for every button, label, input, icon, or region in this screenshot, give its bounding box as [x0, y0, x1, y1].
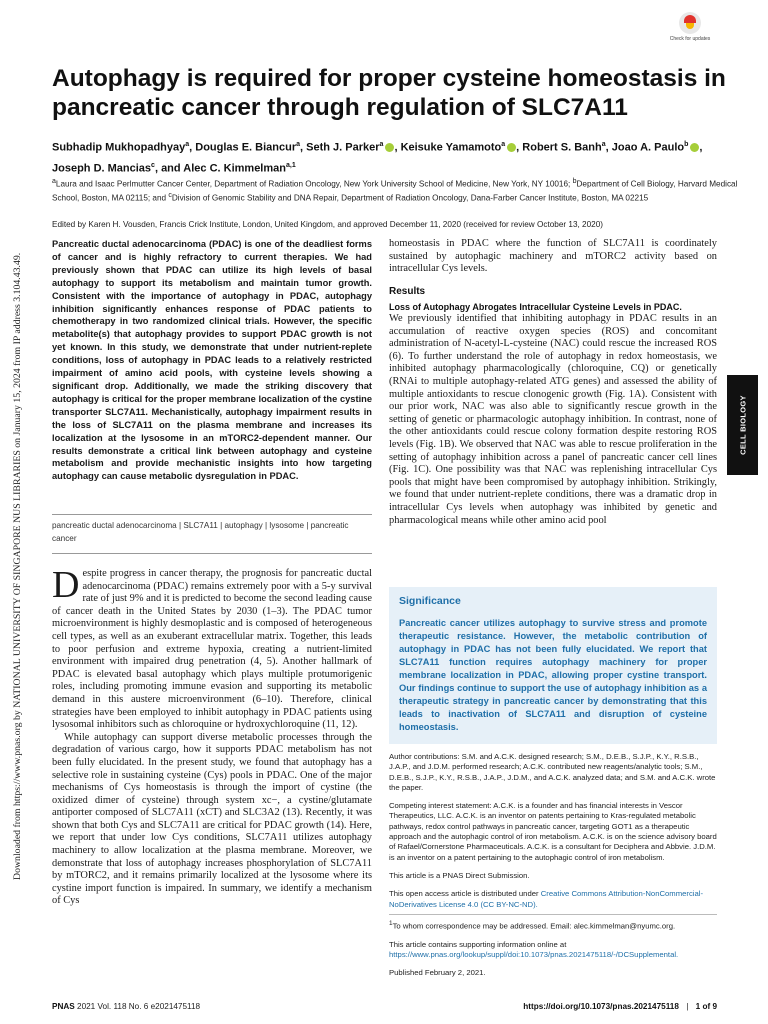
footer-citation — [52, 1002, 200, 1011]
supporting-link[interactable]: https://www.pnas.org/lookup/suppl/doi:10.1073/pnas.2021475118/-/DCSupplemental. — [389, 950, 679, 960]
correspondence-note — [389, 919, 717, 932]
abstract: Pancreatic ductal adenocarcinoma (PDAC) is one of the deadliest forms of cancer and is highly refractory to current therapies. We had previously shown that PDAC can utilize its high levels of basal autophagy to support its metabolism and maintain tumor growth. Consistent with the importance of autophagy in PDAC, autophagy inhibition significantly enhances response of PDAC patients to chemotherapy in two randomized clinical trials. However, the specific metabolite(s) that autophagy provides to support PDAC growth is not yet known. In this study, we demonstrate that under nutrient-replete conditions, loss of autophagy in PDAC leads to a relatively restricted impairment of amino acid pools, with cysteine levels showing a significant drop. Additionally, we made the striking discovery that autophagy is critical for the proper membrane localization of the cystine transporter SLC7A11. Mechanistically, autophagy impairment results in the loss of SLC7A11 on the plasma membrane and increases its localization at the lysosome in an mTORC2-dependent manner. Our results demonstrate a critical link between autophagy and cysteine metabolism and provide mechanistic insights into how targeting autophagy can cause metabolic dysregulation in PDAC. — [52, 239, 372, 482]
notes-divider — [389, 914, 717, 915]
intro-continued: homeostasis in PDAC where the function of SLC7A11 is coordinately sustained by autophagic machinery and mTORC2 activity based on intracellular Cys levels. — [389, 238, 717, 275]
intro-paragraph-2: While autophagy can support diverse metabolic processes through the degradation of various cargo, how it supports PDAC metabolism has not been fully elucidated. In the present study, we found that autophagy has a selective role in sustaining cysteine (Cys) pools in PDAC. One of the major mechanisms of Cys homeostasis is through the import of cystine (the oxidized dimer of cysteine) through system xc−, a cystine/glutamate antiporter composed of SLC7A11 (xCT) and SLC3A2 (13). Recently, it was shown that both Cys and SLC7A11 are critical for PDAC growth (14). Here, we report that under low Cys conditions, SLC7A11 utilizes autophagy machinery to allow localization at the plasma membrane. Moreover, we demonstrate that loss of autophagy increases phosphorylation of SLC7A11 by mTORC2, and it remains primarily localized at the lysosome where its cystine import function is impaired. In summary, we identify a mechanism of Cys — [52, 731, 372, 907]
doi-link[interactable]: https://doi.org/10.1073/pnas.2021475118 — [523, 1002, 679, 1011]
updates-icon — [679, 12, 701, 34]
affiliation-text: Department of Cell Biology, Harvard Medical School, Boston, MA 02115; and — [52, 179, 738, 203]
author-separator: , — [189, 141, 196, 154]
supporting-prefix: This article contains supporting information online at — [389, 939, 567, 949]
author-separator: , — [394, 141, 401, 154]
affiliation-sup: b — [572, 178, 577, 185]
citation-text: 2021 Vol. 118 No. 6 e2021475118 — [74, 1002, 201, 1011]
open-access-prefix: This open access article is distributed under — [389, 889, 541, 899]
left-column — [52, 238, 372, 907]
author-affiliation-sup: a — [185, 141, 190, 148]
published-date: Published February 2, 2021. — [389, 968, 486, 978]
author-name: Subhadip Mukhopadhyay — [52, 141, 186, 154]
license-link[interactable]: Creative Commons Attribution-NonCommercial-NoDerivatives License 4.0 (CC BY-NC-ND). — [389, 889, 704, 909]
orcid-icon[interactable] — [507, 143, 516, 152]
author-separator: , — [300, 141, 307, 154]
supporting-info-note — [389, 940, 717, 961]
results-body: We previously identified that inhibiting autophagy in PDAC results in an accumulation of reactive oxygen species (ROS) and concomitant administration of N-acetyl-L-cysteine (NAC) could rescue the increased ROS (6). To further understand the role of autophagy in redox homeostasis, we inhibited autophagy pharmacologically (chloroquine, CQ) or genetically (RNAi to multiple autophagy-related ATG genes) and assessed the ability of multiple antioxidants to rescue clonogenic growth (Fig. 1A). Consistent with our prior work, NAC was also able to significantly rescue growth in the setting of genetic or pharmacologic autophagy inhibition. In contrast, none of the other antioxidants could rescue colony formation despite restoring ROS levels (Fig. 1B). We observed that NAC was able to rescue proliferation in the setting of autophagy inhibition across a panel of pancreatic cancer cell lines (Fig. 1C). One possibility was that NAC was replenishing intracellular Cys pools that might have been compromised by autophagy inhibition. Strikingly, we found that under nutrient-replete conditions, there was a dramatic drop in intracellular Cys levels when autophagy was inhibited by genetic and pharmacological means while other amino acid pool — [389, 313, 717, 526]
competing-interests: Competing interest statement: A.C.K. is a founder and has financial interests in Vescor Therapeutics, LLC. A.C.K. is an inventor on patents pertaining to Kras-regulated metabolic pathways, redox control pathways in pancreatic cancer, targeting GOT1 as a therapeutic approach and the autophagic control of iron metabolism. A.C.K. is on the science advisory board of Rafael/Cornerstone Pharmaceuticals. A.C.K. is a consultant for Deciphera and Abbvie. J.D.M. is an inventor on a patent pertaining to the autophagic control of iron metabolism. — [389, 801, 717, 862]
author-affiliation-sup: a — [601, 141, 606, 148]
significance-body: Pancreatic cancer utilizes autophagy to survive stress and promote therapeutic resistance. However, the metabolic contribution of autophagy in PDAC has not been fully elucidated. We report that SLC7A11 function requires autophagy machinery for proper membrane localization in PDAC, allowing proper cystine transport. Our findings continue to support the use of autophagy inhibition as a therapeutic strategy in pancreatic cancer by demonstrating that this leads to inactivation of SLC7A11 and disruption of cysteine homeostasis. — [399, 618, 707, 732]
section-tab — [727, 375, 758, 475]
check-for-updates-badge[interactable] — [668, 12, 712, 42]
article-title: Autophagy is required for proper cysteine homeostasis in pancreatic cancer through regulation of SLC7A11 — [52, 65, 726, 121]
badge-label: Check for updates — [669, 36, 711, 42]
author-affiliation-sup: a — [501, 141, 506, 148]
edited-by: Edited by Karen H. Vousden, Francis Crick Institute, London, United Kingdom, and approved December 11, 2020 (received for review October 13, 2020) — [52, 220, 603, 229]
author-affiliation-sup: a,1 — [285, 161, 296, 169]
author-name: Joseph D. Mancias — [52, 162, 152, 175]
open-access-note — [389, 889, 717, 910]
footer-right: https://doi.org/10.1073/pnas.2021475118 | 1 of 9 — [523, 1002, 717, 1011]
introduction — [52, 564, 372, 907]
direct-submission: This article is a PNAS Direct Submission. — [389, 870, 530, 880]
author-name: Seth J. Parker — [306, 141, 380, 154]
affiliation-sup: a — [52, 178, 56, 185]
download-text: Downloaded from https://www.pnas.org by NATIONAL UNIVERSITY OF SINGAPORE NUS LIBRARIES on January 15, 2024 from IP address 3.104.43.49. — [12, 252, 23, 880]
page-number: 1 of 9 — [695, 1002, 717, 1011]
drop-cap: D — [52, 564, 80, 606]
journal-name: PNAS — [52, 1002, 75, 1011]
author-list — [52, 136, 742, 177]
author-name: Joao A. Paulo — [611, 141, 685, 154]
author-affiliation-sup: c — [151, 161, 155, 169]
author-separator: , — [516, 141, 523, 154]
section-tab-label: CELL BIOLOGY — [738, 395, 747, 455]
significance-box — [389, 587, 717, 744]
significance-heading: Significance — [399, 595, 461, 607]
author-separator: , — [699, 141, 703, 154]
author-name: Alec C. Kimmelman — [183, 162, 286, 175]
affiliation-text: Division of Genomic Stability and DNA Repair, Department of Radiation Oncology, Dana-Farber Cancer Institute, Boston, MA 02215 — [171, 193, 649, 203]
correspondence-sup: 1 — [389, 919, 393, 927]
author-name: Robert S. Banh — [522, 141, 602, 154]
author-name: Douglas E. Biancur — [195, 141, 297, 154]
keywords: pancreatic ductal adenocarcinoma | SLC7A11 | autophagy | lysosome | pancreatic cancer — [52, 521, 349, 543]
author-contributions: Author contributions: S.M. and A.C.K. designed research; S.M., D.E.B., S.J.P., K.Y., R.S.B., J.A.P., and J.D.M. performed research; A.C.K. contributed new reagents/analytic tools; S.M., D.E.B., S.J.P., K.Y., R.S.B., J.A.P., J.D.M., and A.C.K. analyzed data; and S.M. and A.C.K. wrote the paper. — [389, 752, 716, 792]
intro-paragraph-1: espite progress in cancer therapy, the prognosis for pancreatic ductal adenocarcinoma (PDAC) remains extremely poor with a 5-y survival rate of just 9% and it is predicted to become the second leading cause of cancer death in the United States by 2030 (1–3). The PDAC tumor microenvironment is highly desmoplastic and is composed of heterogeneous cell types, as well as an exuberant extracellular matrix. Together, this leads to poor perfusion and extreme hypoxia, creating a nutrient-limited environment with impaired drug penetration (4, 5). Another hallmark of PDAC is elevated basal autophagy which plays multiple protumorigenic roles, including promoting immune evasion and supporting its metabolic demand in this austere microenvironment (6–10). Therefore, clinical strategies have been employed to inhibit autophagy in PDAC patients using lysosomal inhibitors such as chloroquine or hydroxychloroquine (11, 12). — [52, 568, 372, 731]
affiliation-text: Laura and Isaac Perlmutter Cancer Center, Department of Radiation Oncology, New York University School of Medicine, New York, NY 10016; — [55, 179, 573, 189]
results-subheading: Loss of Autophagy Abrogates Intracellular Cysteine Levels in PDAC. — [389, 302, 682, 312]
right-column — [389, 238, 717, 979]
affiliations — [52, 176, 742, 204]
keywords-divider-bottom — [52, 553, 372, 554]
affiliation-sup: c — [168, 192, 172, 200]
author-name: Keisuke Yamamoto — [400, 141, 502, 154]
author-affiliation-sup: a — [379, 141, 384, 148]
author-separator: , and — [154, 162, 184, 175]
author-affiliation-sup: a — [296, 141, 301, 148]
author-affiliation-sup: b — [684, 141, 689, 148]
author-separator: , — [605, 141, 612, 154]
results-heading: Results — [389, 286, 426, 297]
correspondence-text: To whom correspondence may be addressed. Email: alec.kimmelman@nyumc.org. — [392, 921, 676, 931]
